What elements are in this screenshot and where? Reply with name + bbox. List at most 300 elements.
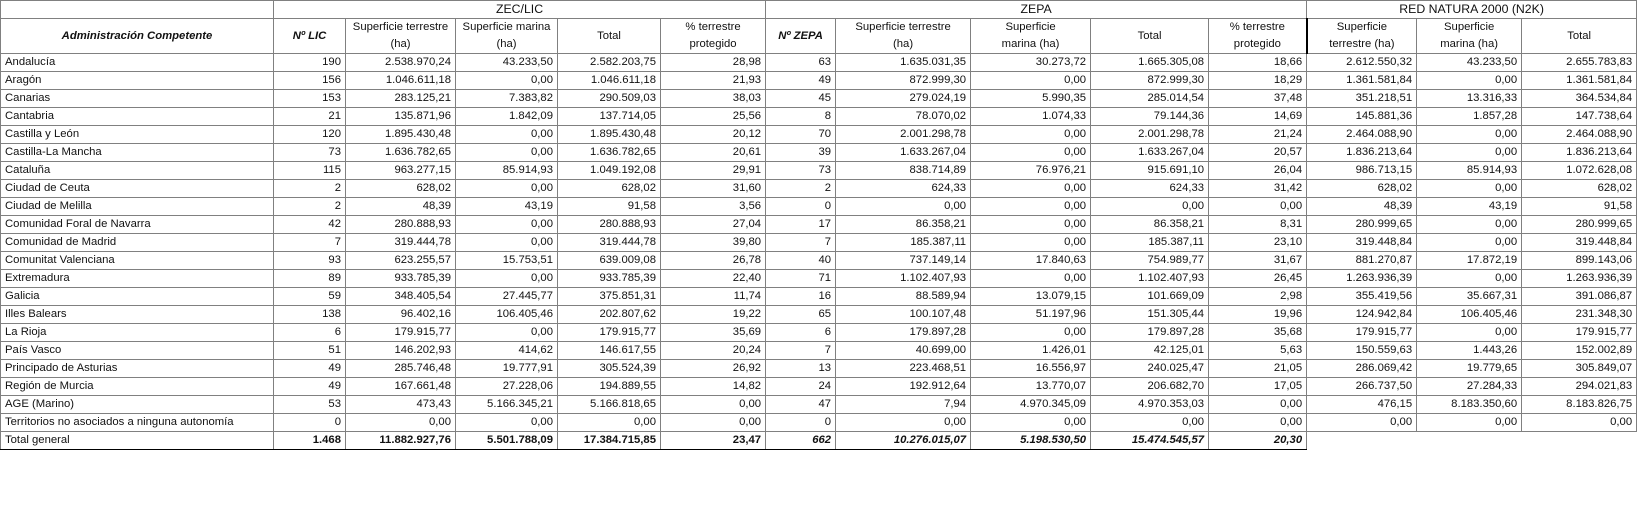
cell-zepa-porcentaje: 26,45 — [1209, 270, 1307, 288]
cell-n2k-superficie-marina: 43,19 — [1417, 198, 1522, 216]
cell-lic-numero: 153 — [274, 90, 346, 108]
cell-lic-superficie-marina: 0,00 — [456, 270, 558, 288]
cell-zepa-superficie-terrestre: 223.468,51 — [836, 360, 971, 378]
cell-lic-porcentaje: 20,12 — [661, 126, 766, 144]
cell-zepa-numero: 6 — [766, 324, 836, 342]
cell-lic-total: 639.009,08 — [558, 252, 661, 270]
column-header-n2k-superficie-terrestre — [1307, 19, 1417, 54]
cell-lic-superficie-marina: 0,00 — [456, 324, 558, 342]
cell-lic-total: 1.636.782,65 — [558, 144, 661, 162]
cell-lic-superficie-marina: 0,00 — [456, 144, 558, 162]
cell-n2k-superficie-marina: 0,00 — [1417, 216, 1522, 234]
cell-administracion: Galicia — [1, 288, 274, 306]
cell-n2k-total: 1.263.936,39 — [1522, 270, 1637, 288]
table-row — [1, 162, 1637, 180]
cell-lic-superficie-terrestre: 285.746,48 — [346, 360, 456, 378]
cell-zepa-superficie-marina: 13.079,15 — [971, 288, 1091, 306]
cell-n2k-total: 231.348,30 — [1522, 306, 1637, 324]
cell-lic-numero: 7 — [274, 234, 346, 252]
cell-lic-numero: 93 — [274, 252, 346, 270]
cell-zepa-superficie-terrestre: 737.149,14 — [836, 252, 971, 270]
cell-n2k-superficie-marina: 0,00 — [1417, 180, 1522, 198]
cell-administracion: Total general — [1, 432, 274, 450]
cell-zepa-total: 0,00 — [1091, 198, 1209, 216]
cell-zepa-numero: 662 — [766, 432, 836, 450]
cell-zepa-total: 624,33 — [1091, 180, 1209, 198]
cell-zepa-numero: 7 — [766, 234, 836, 252]
cell-lic-porcentaje: 23,47 — [661, 432, 766, 450]
cell-zepa-superficie-terrestre: 100.107,48 — [836, 306, 971, 324]
cell-lic-superficie-marina: 5.166.345,21 — [456, 396, 558, 414]
cell-zepa-total: 15.474.545,57 — [1091, 432, 1209, 450]
table-row — [1, 324, 1637, 342]
table-row — [1, 126, 1637, 144]
cell-n2k-superficie-terrestre: 2.464.088,90 — [1307, 126, 1417, 144]
table-row — [1, 342, 1637, 360]
cell-zepa-numero: 7 — [766, 342, 836, 360]
cell-zepa-porcentaje: 20,30 — [1209, 432, 1307, 450]
table-body — [1, 54, 1637, 450]
cell-zepa-numero: 0 — [766, 414, 836, 432]
cell-n2k-superficie-terrestre: 0,00 — [1307, 414, 1417, 432]
cell-lic-porcentaje: 0,00 — [661, 414, 766, 432]
header-line-1: Superficie — [1005, 21, 1056, 33]
cell-n2k-total: 2.655.783,83 — [1522, 54, 1637, 72]
cell-zepa-porcentaje: 0,00 — [1209, 198, 1307, 216]
cell-n2k-superficie-marina: 0,00 — [1417, 144, 1522, 162]
cell-zepa-numero: 65 — [766, 306, 836, 324]
cell-administracion: Principado de Asturias — [1, 360, 274, 378]
cell-lic-total: 305.524,39 — [558, 360, 661, 378]
cell-n2k-superficie-marina: 8.183.350,60 — [1417, 396, 1522, 414]
cell-lic-porcentaje: 20,24 — [661, 342, 766, 360]
cell-zepa-total: 754.989,77 — [1091, 252, 1209, 270]
cell-zepa-numero: 17 — [766, 216, 836, 234]
cell-lic-superficie-terrestre: 135.871,96 — [346, 108, 456, 126]
cell-n2k-superficie-terrestre: 280.999,65 — [1307, 216, 1417, 234]
cell-lic-total: 179.915,77 — [558, 324, 661, 342]
cell-zepa-superficie-terrestre: 2.001.298,78 — [836, 126, 971, 144]
cell-zepa-superficie-terrestre: 1.635.031,35 — [836, 54, 971, 72]
cell-lic-numero: 2 — [274, 198, 346, 216]
cell-zepa-numero: 45 — [766, 90, 836, 108]
cell-lic-total: 290.509,03 — [558, 90, 661, 108]
cell-lic-porcentaje: 22,40 — [661, 270, 766, 288]
cell-lic-superficie-terrestre: 48,39 — [346, 198, 456, 216]
cell-n2k-superficie-terrestre: 355.419,56 — [1307, 288, 1417, 306]
cell-zepa-porcentaje: 35,68 — [1209, 324, 1307, 342]
cell-administracion: Comunitat Valenciana — [1, 252, 274, 270]
cell-lic-total: 375.851,31 — [558, 288, 661, 306]
cell-zepa-total: 0,00 — [1091, 414, 1209, 432]
table-row — [1, 234, 1637, 252]
cell-zepa-numero: 39 — [766, 144, 836, 162]
table-row — [1, 198, 1637, 216]
cell-n2k-superficie-terrestre: 2.612.550,32 — [1307, 54, 1417, 72]
cell-zepa-numero: 13 — [766, 360, 836, 378]
cell-zepa-superficie-marina: 0,00 — [971, 72, 1091, 90]
cell-zepa-superficie-marina: 0,00 — [971, 324, 1091, 342]
header-line-1: Superficie — [1336, 21, 1387, 33]
cell-zepa-superficie-marina: 17.840,63 — [971, 252, 1091, 270]
cell-lic-superficie-terrestre: 1.895.430,48 — [346, 126, 456, 144]
cell-zepa-numero: 40 — [766, 252, 836, 270]
cell-zepa-numero: 24 — [766, 378, 836, 396]
cell-zepa-porcentaje: 37,48 — [1209, 90, 1307, 108]
cell-lic-numero: 51 — [274, 342, 346, 360]
cell-lic-superficie-marina: 27.445,77 — [456, 288, 558, 306]
cell-lic-superficie-terrestre: 1.636.782,65 — [346, 144, 456, 162]
table-row — [1, 288, 1637, 306]
cell-zepa-superficie-terrestre: 0,00 — [836, 198, 971, 216]
cell-n2k-superficie-terrestre: 286.069,42 — [1307, 360, 1417, 378]
cell-n2k-superficie-marina — [1417, 432, 1522, 450]
column-header-row — [1, 19, 1637, 54]
cell-zepa-superficie-marina: 0,00 — [971, 414, 1091, 432]
cell-n2k-total — [1522, 432, 1637, 450]
cell-lic-superficie-marina: 0,00 — [456, 234, 558, 252]
cell-n2k-total: 628,02 — [1522, 180, 1637, 198]
cell-lic-porcentaje: 26,92 — [661, 360, 766, 378]
cell-n2k-superficie-marina: 17.872,19 — [1417, 252, 1522, 270]
cell-n2k-superficie-terrestre: 986.713,15 — [1307, 162, 1417, 180]
group-header-zeclic: ZEC/LIC — [274, 1, 766, 19]
cell-lic-superficie-marina: 0,00 — [456, 180, 558, 198]
cell-lic-superficie-terrestre: 963.277,15 — [346, 162, 456, 180]
column-header-n-lic: Nº LIC — [274, 19, 346, 54]
cell-lic-numero: 89 — [274, 270, 346, 288]
cell-lic-total: 1.049.192,08 — [558, 162, 661, 180]
cell-lic-superficie-marina: 15.753,51 — [456, 252, 558, 270]
cell-lic-total: 0,00 — [558, 414, 661, 432]
group-header-red-natura-2000: RED NATURA 2000 (N2K) — [1307, 1, 1637, 19]
cell-n2k-superficie-marina: 13.316,33 — [1417, 90, 1522, 108]
cell-lic-superficie-marina: 7.383,82 — [456, 90, 558, 108]
header-line-2: marina (ha) — [1001, 38, 1060, 50]
cell-zepa-total: 206.682,70 — [1091, 378, 1209, 396]
header-line-1: % terrestre — [685, 21, 741, 33]
cell-administracion: La Rioja — [1, 324, 274, 342]
cell-lic-total: 1.895.430,48 — [558, 126, 661, 144]
cell-administracion: Illes Balears — [1, 306, 274, 324]
cell-n2k-total: 152.002,89 — [1522, 342, 1637, 360]
cell-lic-superficie-terrestre: 146.202,93 — [346, 342, 456, 360]
cell-zepa-superficie-marina: 4.970.345,09 — [971, 396, 1091, 414]
cell-lic-total: 2.582.203,75 — [558, 54, 661, 72]
column-header-n2k-total: Total — [1522, 19, 1637, 54]
cell-lic-numero: 120 — [274, 126, 346, 144]
header-line-1: Superficie terrestre — [855, 21, 951, 33]
header-line-1: % terrestre — [1229, 21, 1285, 33]
cell-administracion: Cataluña — [1, 162, 274, 180]
cell-administracion: Castilla-La Mancha — [1, 144, 274, 162]
cell-zepa-numero: 8 — [766, 108, 836, 126]
cell-lic-numero: 49 — [274, 360, 346, 378]
cell-zepa-superficie-marina: 0,00 — [971, 144, 1091, 162]
cell-n2k-total: 899.143,06 — [1522, 252, 1637, 270]
cell-lic-superficie-marina: 5.501.788,09 — [456, 432, 558, 450]
cell-n2k-superficie-terrestre: 351.218,51 — [1307, 90, 1417, 108]
cell-zepa-total: 240.025,47 — [1091, 360, 1209, 378]
header-line-2: (ha) — [893, 38, 914, 50]
cell-lic-total: 17.384.715,85 — [558, 432, 661, 450]
cell-zepa-porcentaje: 31,42 — [1209, 180, 1307, 198]
cell-zepa-porcentaje: 18,29 — [1209, 72, 1307, 90]
cell-zepa-total: 179.897,28 — [1091, 324, 1209, 342]
cell-lic-total: 1.046.611,18 — [558, 72, 661, 90]
cell-lic-porcentaje: 19,22 — [661, 306, 766, 324]
cell-n2k-total: 0,00 — [1522, 414, 1637, 432]
cell-lic-total: 933.785,39 — [558, 270, 661, 288]
cell-n2k-total: 179.915,77 — [1522, 324, 1637, 342]
cell-zepa-porcentaje: 0,00 — [1209, 396, 1307, 414]
cell-lic-superficie-marina: 414,62 — [456, 342, 558, 360]
cell-lic-porcentaje: 39,80 — [661, 234, 766, 252]
cell-zepa-numero: 0 — [766, 198, 836, 216]
cell-n2k-total: 364.534,84 — [1522, 90, 1637, 108]
cell-zepa-total: 872.999,30 — [1091, 72, 1209, 90]
cell-zepa-superficie-terrestre: 40.699,00 — [836, 342, 971, 360]
header-line-1: Superficie marina — [462, 21, 551, 33]
cell-zepa-superficie-terrestre: 88.589,94 — [836, 288, 971, 306]
cell-zepa-porcentaje: 0,00 — [1209, 414, 1307, 432]
cell-n2k-superficie-marina: 0,00 — [1417, 324, 1522, 342]
group-header-row — [1, 1, 1637, 19]
cell-zepa-superficie-terrestre: 872.999,30 — [836, 72, 971, 90]
cell-n2k-total: 1.361.581,84 — [1522, 72, 1637, 90]
cell-administracion: Aragón — [1, 72, 274, 90]
table-row — [1, 396, 1637, 414]
cell-zepa-numero: 70 — [766, 126, 836, 144]
cell-n2k-total: 305.849,07 — [1522, 360, 1637, 378]
cell-zepa-total: 79.144,36 — [1091, 108, 1209, 126]
cell-zepa-superficie-terrestre: 624,33 — [836, 180, 971, 198]
cell-zepa-total: 915.691,10 — [1091, 162, 1209, 180]
cell-zepa-total: 86.358,21 — [1091, 216, 1209, 234]
cell-n2k-superficie-marina: 35.667,31 — [1417, 288, 1522, 306]
cell-lic-total: 5.166.818,65 — [558, 396, 661, 414]
column-header-lic-superficie-terrestre — [346, 19, 456, 54]
cell-n2k-superficie-marina: 0,00 — [1417, 72, 1522, 90]
cell-zepa-superficie-marina: 0,00 — [971, 126, 1091, 144]
cell-zepa-porcentaje: 26,04 — [1209, 162, 1307, 180]
cell-zepa-superficie-terrestre: 179.897,28 — [836, 324, 971, 342]
cell-n2k-superficie-terrestre: 1.836.213,64 — [1307, 144, 1417, 162]
cell-lic-total: 319.444,78 — [558, 234, 661, 252]
cell-lic-superficie-terrestre: 1.046.611,18 — [346, 72, 456, 90]
cell-n2k-total: 147.738,64 — [1522, 108, 1637, 126]
column-header-lic-total: Total — [558, 19, 661, 54]
cell-zepa-superficie-marina: 1.426,01 — [971, 342, 1091, 360]
table-row — [1, 216, 1637, 234]
cell-n2k-superficie-terrestre: 145.881,36 — [1307, 108, 1417, 126]
cell-zepa-superficie-marina: 51.197,96 — [971, 306, 1091, 324]
cell-lic-superficie-terrestre: 0,00 — [346, 414, 456, 432]
cell-lic-superficie-terrestre: 319.444,78 — [346, 234, 456, 252]
cell-n2k-total: 8.183.826,75 — [1522, 396, 1637, 414]
table-row — [1, 180, 1637, 198]
cell-lic-numero: 1.468 — [274, 432, 346, 450]
cell-lic-superficie-marina: 0,00 — [456, 126, 558, 144]
cell-administracion: Andalucía — [1, 54, 274, 72]
cell-lic-total: 137.714,05 — [558, 108, 661, 126]
cell-lic-superficie-marina: 43.233,50 — [456, 54, 558, 72]
cell-lic-numero: 115 — [274, 162, 346, 180]
column-header-n2k-superficie-marina — [1417, 19, 1522, 54]
cell-lic-porcentaje: 0,00 — [661, 396, 766, 414]
cell-lic-superficie-marina: 0,00 — [456, 216, 558, 234]
table-total-row — [1, 432, 1637, 450]
cell-lic-numero: 6 — [274, 324, 346, 342]
cell-administracion: Territorios no asociados a ninguna autonomía — [1, 414, 274, 432]
cell-lic-numero: 2 — [274, 180, 346, 198]
cell-n2k-total: 294.021,83 — [1522, 378, 1637, 396]
cell-zepa-total: 101.669,09 — [1091, 288, 1209, 306]
cell-n2k-total: 391.086,87 — [1522, 288, 1637, 306]
cell-n2k-superficie-terrestre: 628,02 — [1307, 180, 1417, 198]
header-line-2: (ha) — [496, 38, 517, 50]
column-header-zepa-porcentaje-terrestre — [1209, 19, 1307, 54]
cell-zepa-superficie-marina: 0,00 — [971, 216, 1091, 234]
cell-zepa-superficie-terrestre: 838.714,89 — [836, 162, 971, 180]
cell-lic-superficie-marina: 85.914,93 — [456, 162, 558, 180]
cell-zepa-superficie-terrestre: 192.912,64 — [836, 378, 971, 396]
column-header-zepa-superficie-marina — [971, 19, 1091, 54]
table-row — [1, 414, 1637, 432]
cell-zepa-superficie-marina: 0,00 — [971, 234, 1091, 252]
cell-zepa-total: 285.014,54 — [1091, 90, 1209, 108]
table-row — [1, 144, 1637, 162]
cell-n2k-superficie-terrestre: 124.942,84 — [1307, 306, 1417, 324]
cell-zepa-porcentaje: 21,05 — [1209, 360, 1307, 378]
cell-lic-numero: 53 — [274, 396, 346, 414]
cell-n2k-total: 280.999,65 — [1522, 216, 1637, 234]
cell-n2k-superficie-terrestre: 476,15 — [1307, 396, 1417, 414]
cell-zepa-numero: 47 — [766, 396, 836, 414]
cell-zepa-superficie-terrestre: 279.024,19 — [836, 90, 971, 108]
table-row — [1, 72, 1637, 90]
cell-administracion: Ciudad de Melilla — [1, 198, 274, 216]
cell-zepa-superficie-terrestre: 0,00 — [836, 414, 971, 432]
cell-lic-total: 194.889,55 — [558, 378, 661, 396]
cell-n2k-total: 2.464.088,90 — [1522, 126, 1637, 144]
cell-zepa-numero: 49 — [766, 72, 836, 90]
cell-zepa-superficie-marina: 76.976,21 — [971, 162, 1091, 180]
cell-lic-numero: 42 — [274, 216, 346, 234]
cell-administracion: Cantabria — [1, 108, 274, 126]
header-line-2: protegido — [1233, 38, 1281, 50]
table-row — [1, 90, 1637, 108]
cell-lic-porcentaje: 38,03 — [661, 90, 766, 108]
cell-n2k-superficie-terrestre: 881.270,87 — [1307, 252, 1417, 270]
cell-zepa-total: 2.001.298,78 — [1091, 126, 1209, 144]
cell-zepa-porcentaje: 23,10 — [1209, 234, 1307, 252]
cell-lic-numero: 73 — [274, 144, 346, 162]
cell-n2k-superficie-terrestre: 266.737,50 — [1307, 378, 1417, 396]
cell-lic-superficie-marina: 0,00 — [456, 72, 558, 90]
cell-lic-numero: 138 — [274, 306, 346, 324]
header-line-2: marina (ha) — [1440, 38, 1498, 50]
cell-zepa-superficie-terrestre: 7,94 — [836, 396, 971, 414]
cell-lic-numero: 59 — [274, 288, 346, 306]
cell-lic-superficie-marina: 43,19 — [456, 198, 558, 216]
cell-lic-porcentaje: 28,98 — [661, 54, 766, 72]
cell-lic-superficie-terrestre: 348.405,54 — [346, 288, 456, 306]
cell-lic-porcentaje: 35,69 — [661, 324, 766, 342]
column-header-zepa-superficie-terrestre — [836, 19, 971, 54]
cell-zepa-superficie-marina: 1.074,33 — [971, 108, 1091, 126]
cell-lic-porcentaje: 14,82 — [661, 378, 766, 396]
column-header-lic-superficie-marina — [456, 19, 558, 54]
cell-lic-superficie-terrestre: 283.125,21 — [346, 90, 456, 108]
cell-zepa-superficie-marina: 5.990,35 — [971, 90, 1091, 108]
cell-lic-porcentaje: 25,56 — [661, 108, 766, 126]
cell-lic-porcentaje: 11,74 — [661, 288, 766, 306]
cell-zepa-superficie-terrestre: 78.070,02 — [836, 108, 971, 126]
cell-zepa-porcentaje: 21,24 — [1209, 126, 1307, 144]
cell-n2k-superficie-terrestre: 1.263.936,39 — [1307, 270, 1417, 288]
cell-zepa-superficie-marina: 0,00 — [971, 180, 1091, 198]
cell-n2k-superficie-marina: 1.857,28 — [1417, 108, 1522, 126]
cell-zepa-superficie-terrestre: 185.387,11 — [836, 234, 971, 252]
cell-n2k-total: 1.072.628,08 — [1522, 162, 1637, 180]
cell-zepa-superficie-terrestre: 1.633.267,04 — [836, 144, 971, 162]
cell-lic-numero: 190 — [274, 54, 346, 72]
column-header-administracion-competente: Administración Competente — [1, 19, 274, 54]
cell-administracion: Ciudad de Ceuta — [1, 180, 274, 198]
cell-lic-superficie-terrestre: 623.255,57 — [346, 252, 456, 270]
header-line-1: Superficie terrestre — [352, 21, 449, 33]
cell-lic-numero: 0 — [274, 414, 346, 432]
cell-zepa-total: 1.102.407,93 — [1091, 270, 1209, 288]
cell-zepa-porcentaje: 18,66 — [1209, 54, 1307, 72]
cell-lic-total: 91,58 — [558, 198, 661, 216]
cell-lic-superficie-terrestre: 628,02 — [346, 180, 456, 198]
cell-n2k-total: 319.448,84 — [1522, 234, 1637, 252]
cell-n2k-superficie-marina: 0,00 — [1417, 126, 1522, 144]
cell-zepa-numero: 2 — [766, 180, 836, 198]
table-row — [1, 270, 1637, 288]
group-header-zepa: ZEPA — [766, 1, 1307, 19]
cell-zepa-total: 151.305,44 — [1091, 306, 1209, 324]
cell-n2k-superficie-terrestre: 150.559,63 — [1307, 342, 1417, 360]
header-line-2: protegido — [689, 38, 737, 50]
table-row — [1, 306, 1637, 324]
column-header-lic-porcentaje-terrestre — [661, 19, 766, 54]
cell-zepa-numero: 71 — [766, 270, 836, 288]
cell-n2k-superficie-terrestre: 48,39 — [1307, 198, 1417, 216]
cell-n2k-superficie-terrestre: 319.448,84 — [1307, 234, 1417, 252]
cell-lic-superficie-terrestre: 179.915,77 — [346, 324, 456, 342]
cell-lic-superficie-terrestre: 96.402,16 — [346, 306, 456, 324]
cell-lic-superficie-terrestre: 473,43 — [346, 396, 456, 414]
cell-lic-porcentaje: 31,60 — [661, 180, 766, 198]
cell-zepa-porcentaje: 19,96 — [1209, 306, 1307, 324]
cell-lic-superficie-marina: 19.777,91 — [456, 360, 558, 378]
cell-zepa-superficie-marina: 16.556,97 — [971, 360, 1091, 378]
column-header-zepa-total: Total — [1091, 19, 1209, 54]
cell-n2k-superficie-marina: 19.779,65 — [1417, 360, 1522, 378]
cell-zepa-numero: 73 — [766, 162, 836, 180]
cell-zepa-superficie-marina: 5.198.530,50 — [971, 432, 1091, 450]
header-line-2: terrestre (ha) — [1329, 38, 1395, 50]
cell-zepa-numero: 63 — [766, 54, 836, 72]
cell-lic-numero: 21 — [274, 108, 346, 126]
cell-administracion: Región de Murcia — [1, 378, 274, 396]
table-header — [1, 1, 1637, 54]
cell-zepa-porcentaje: 5,63 — [1209, 342, 1307, 360]
cell-administracion: Canarias — [1, 90, 274, 108]
